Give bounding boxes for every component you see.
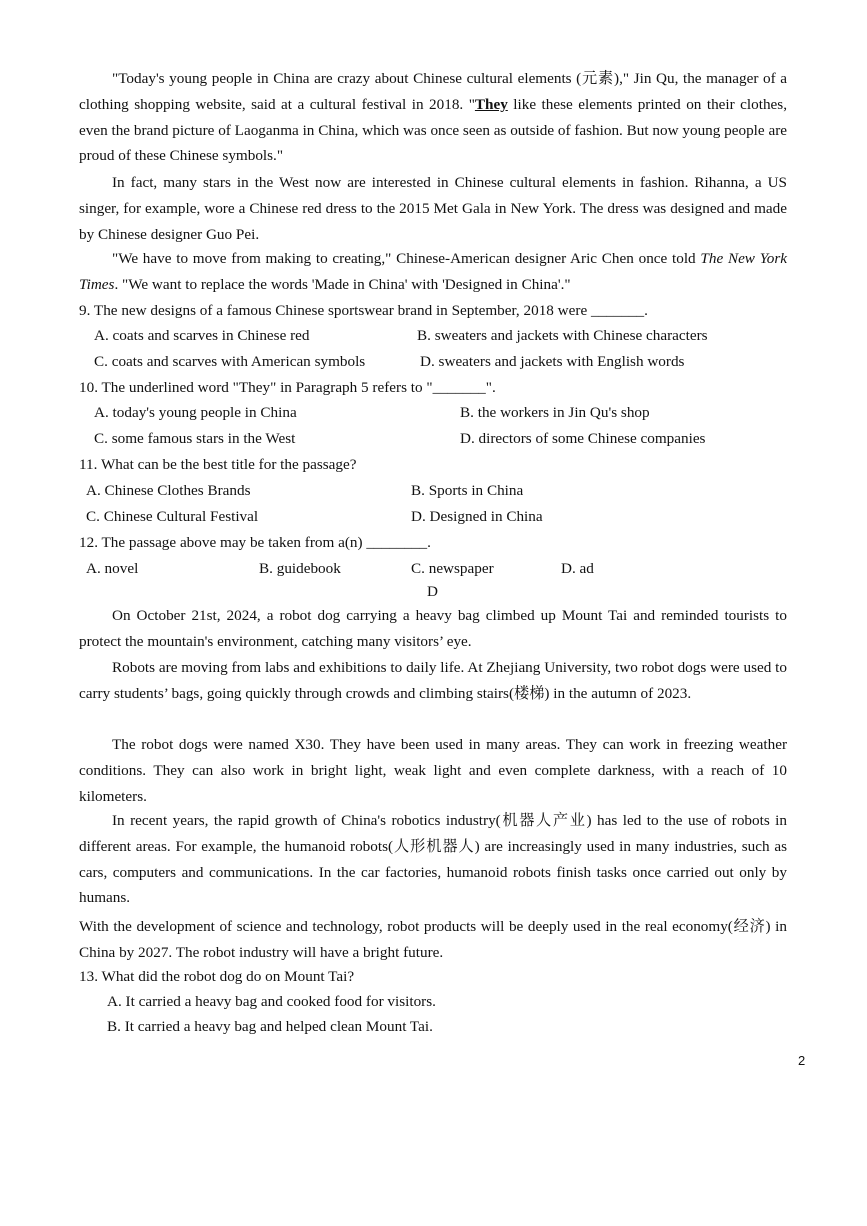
passage-paragraph: The robot dogs were named X30. They have been used in many areas. They can work in freezing weather conditions. They can also work in bright light, weak light and even complete darkness, with a reach of 10 kilometers. — [79, 736, 787, 805]
paragraph-text: "Today's young people in China are crazy about Chinese cultural elements (元素)," Jin Qu, the manager of a clothing shopping website, said at a cultural festival in 2018. " — [79, 70, 787, 113]
passage-paragraph — [79, 66, 787, 169]
answer-option: A. coats and scarves in Chinese red — [94, 327, 310, 344]
answer-option: D. directors of some Chinese companies — [460, 430, 706, 447]
answer-option: B. It carried a heavy bag and helped clean Mount Tai. — [107, 1018, 433, 1035]
answer-option: C. Chinese Cultural Festival — [86, 508, 259, 525]
answer-option: C. some famous stars in the West — [94, 430, 296, 447]
passage-paragraph: Robots are moving from labs and exhibitions to daily life. At Zhejiang University, two robot dogs were used to carry students’ bags, going quickly through crowds and climbing stairs(楼梯) in the autumn of 2023. — [79, 659, 787, 702]
question-stem: 12. The passage above may be taken from a(n) ________. — [79, 534, 431, 551]
answer-option: B. the workers in Jin Qu's shop — [460, 404, 650, 421]
answer-option: C. coats and scarves with American symbols — [94, 353, 366, 370]
answer-option: C. newspaper — [411, 560, 494, 577]
passage-paragraph: With the development of science and technology, robot products will be deeply used in the real economy(经济) in China by 2027. The robot industry will have a bright future. — [79, 918, 787, 961]
answer-option: B. sweaters and jackets with Chinese characters — [417, 327, 708, 344]
answer-option: D. Designed in China — [411, 508, 543, 525]
passage-paragraph: In recent years, the rapid growth of China's robotics industry(机器人产业) has led to the use of robots in different areas. For example, the humanoid robots(人形机器人) are increasingly used in many industries, such as cars, computers and communications. In the car factories, humanoid robots finish tasks once carried out only by humans. — [79, 812, 787, 907]
newspaper-title: The New York Times — [79, 250, 787, 293]
question-stem: 13. What did the robot dog do on Mount Tai? — [79, 968, 355, 985]
paragraph-text: . "We want to replace the words 'Made in China' with 'Designed in China'." — [114, 275, 571, 293]
passage-paragraph: On October 21st, 2024, a robot dog carrying a heavy bag climbed up Mount Tai and reminded tourists to protect the mountain's environment, catching many visitors’ eye. — [79, 607, 787, 650]
paragraph-text: "We have to move from making to creating," Chinese-American designer Aric Chen once told — [112, 250, 701, 267]
passage-paragraph — [79, 246, 787, 298]
underlined-word: They — [474, 95, 508, 113]
answer-option: A. It carried a heavy bag and cooked food for visitors. — [107, 993, 436, 1010]
paragraph-text: like these elements printed on their clothes, even the brand picture of Laoganma in China, which was once seen as outside of fashion. But now young people are proud of these Chinese symbols." — [79, 95, 787, 165]
section-label: D — [427, 583, 438, 600]
answer-option: A. novel — [86, 560, 139, 577]
question-stem: 9. The new designs of a famous Chinese sportswear brand in September, 2018 were _______. — [79, 302, 648, 319]
question-stem: 11. What can be the best title for the passage? — [79, 456, 357, 473]
answer-option: D. sweaters and jackets with English words — [420, 353, 685, 370]
answer-option: B. Sports in China — [411, 482, 524, 499]
page-number: 2 — [798, 1053, 806, 1068]
answer-option: B. guidebook — [259, 560, 341, 577]
passage-paragraph: In fact, many stars in the West now are interested in Chinese cultural elements in fashion. Rihanna, a US singer, for example, wore a Chinese red dress to the 2015 Met Gala in New York. The dress was designed and made by Chinese designer Guo Pei. — [79, 174, 787, 243]
answer-option: D. ad — [561, 560, 594, 577]
answer-option: A. Chinese Clothes Brands — [86, 482, 251, 499]
question-stem: 10. The underlined word "They" in Paragraph 5 refers to "_______". — [79, 379, 496, 396]
answer-option: A. today's young people in China — [94, 404, 297, 421]
